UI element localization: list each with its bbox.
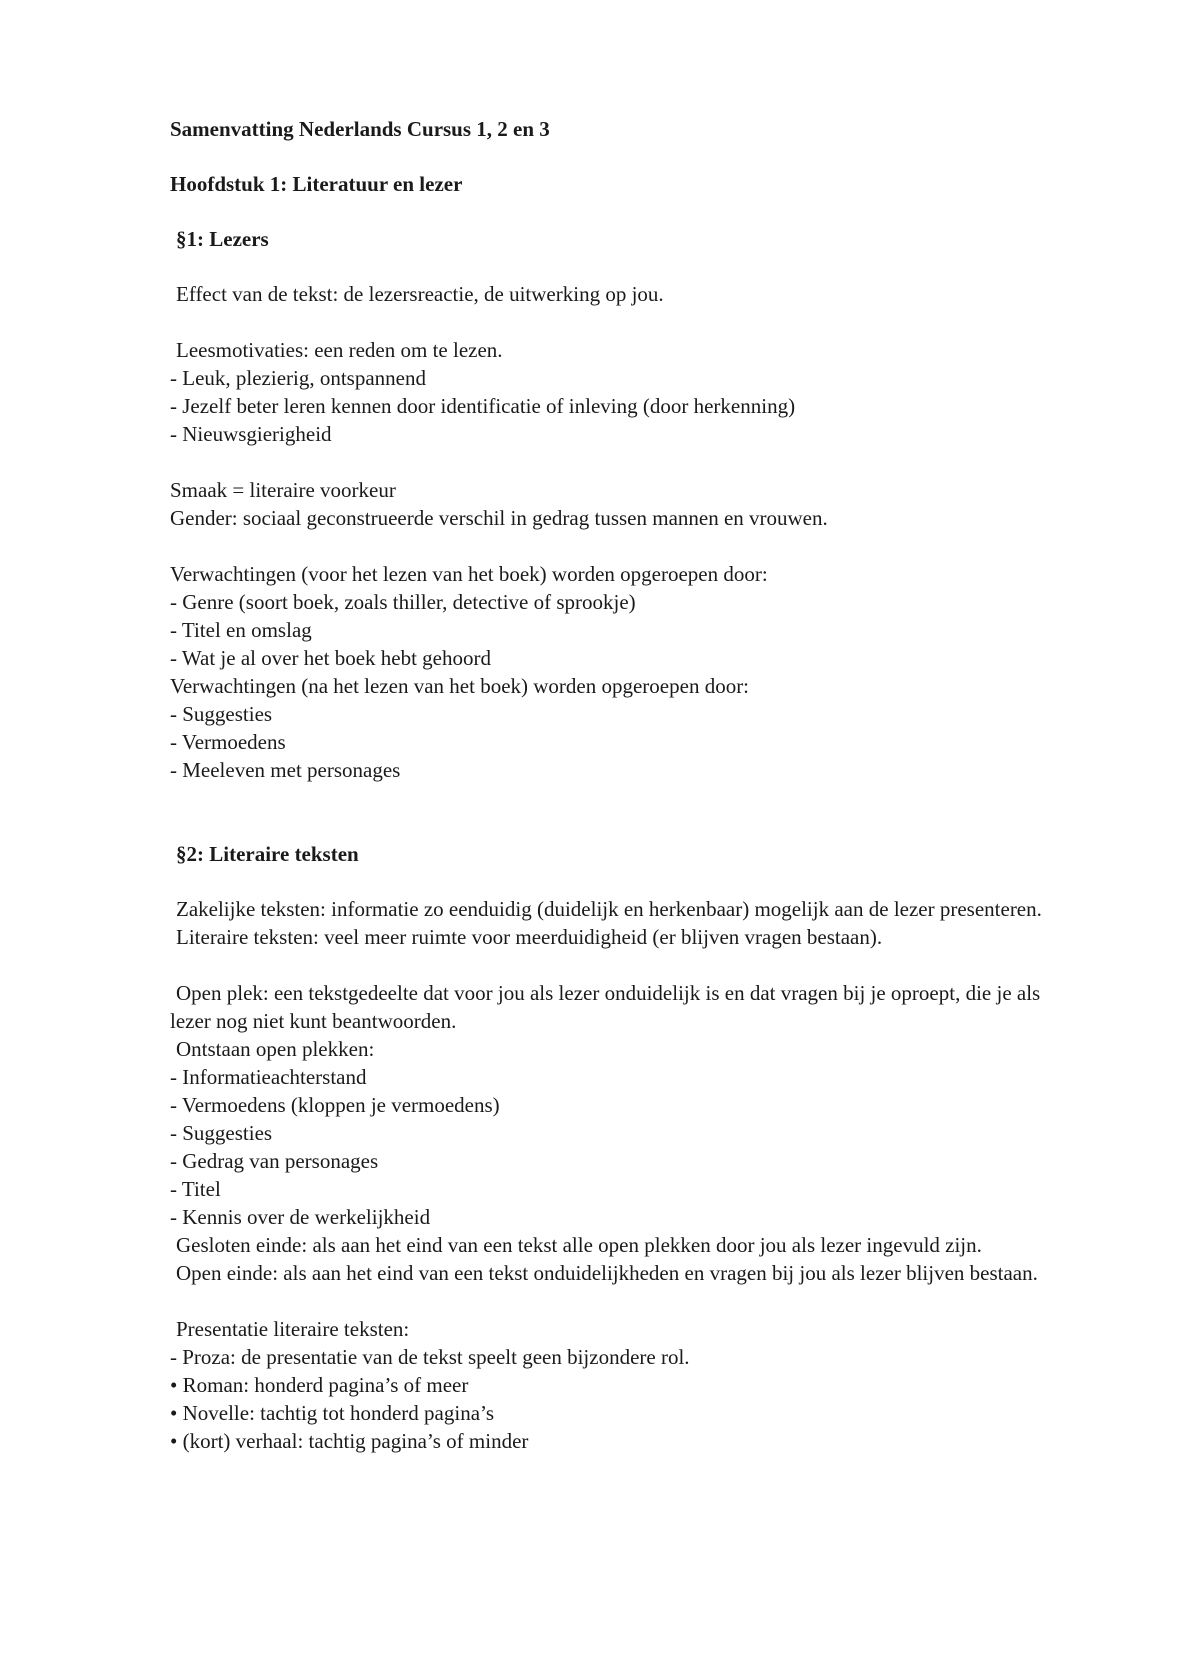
- document-body: [170, 115, 1050, 1455]
- paragraph-effect: [170, 280, 1050, 308]
- list-presentatie: [170, 1315, 1050, 1455]
- list-intro: Leesmotivaties: een reden om te lezen.: [176, 338, 503, 362]
- spacer: [170, 784, 1050, 840]
- chapter-heading: Hoofdstuk 1: Literatuur en lezer: [170, 172, 463, 196]
- list-item: - Kennis over de werkelijkheid: [170, 1205, 431, 1229]
- paragraph-teksten: [170, 895, 1050, 951]
- list-item: - Proza: de presentatie van de tekst speelt geen bijzondere rol.: [170, 1345, 690, 1369]
- list-intro: Verwachtingen (na het lezen van het boek) worden opgeroepen door:: [170, 674, 750, 698]
- section-heading-lezers: §1: Lezers: [176, 227, 269, 251]
- list-item: - Suggesties: [170, 1121, 273, 1145]
- section-heading-literaire-teksten: §2: Literaire teksten: [176, 842, 359, 866]
- text-line: Gender: sociaal geconstrueerde verschil in gedrag tussen mannen en vrouwen.: [170, 506, 828, 530]
- list-open-plekken: [170, 979, 1050, 1287]
- list-item: - Wat je al over het boek hebt gehoord: [170, 646, 491, 670]
- list-item: - Suggesties: [170, 702, 273, 726]
- list-leesmotivaties: [170, 336, 1050, 448]
- paragraph-smaak-gender: [170, 476, 1050, 532]
- list-intro: Verwachtingen (voor het lezen van het boek) worden opgeroepen door:: [170, 562, 768, 586]
- list-item: - Gedrag van personages: [170, 1149, 379, 1173]
- list-item: - Genre (soort boek, zoals thiller, detective of sprookje): [170, 590, 636, 614]
- list-item: - Meeleven met personages: [170, 758, 401, 782]
- text-line: Gesloten einde: als aan het eind van een tekst alle open plekken door jou als lezer ingevuld zijn.: [176, 1233, 982, 1257]
- text-line: Zakelijke teksten: informatie zo eenduidig (duidelijk en herkenbaar) mogelijk aan de lezer presenteren.: [176, 897, 1042, 921]
- list-item: - Titel en omslag: [170, 618, 312, 642]
- list-intro: Ontstaan open plekken:: [176, 1037, 375, 1061]
- list-intro: Presentatie literaire teksten:: [176, 1317, 410, 1341]
- list-item: - Jezelf beter leren kennen door identificatie of inleving (door herkenning): [170, 394, 796, 418]
- list-item: • Novelle: tachtig tot honderd pagina’s: [170, 1401, 495, 1425]
- list-item: - Titel: [170, 1177, 221, 1201]
- list-item: - Vermoedens: [170, 730, 286, 754]
- list-item: • Roman: honderd pagina’s of meer: [170, 1373, 469, 1397]
- text-line: Effect van de tekst: de lezersreactie, de uitwerking op jou.: [176, 282, 664, 306]
- list-item: • (kort) verhaal: tachtig pagina’s of minder: [170, 1429, 529, 1453]
- text-line: Smaak = literaire voorkeur: [170, 478, 396, 502]
- text-line: Open einde: als aan het eind van een tekst onduidelijkheden en vragen bij jou als lezer blijven bestaan.: [176, 1261, 1038, 1285]
- list-item: - Vermoedens (kloppen je vermoedens): [170, 1093, 500, 1117]
- list-item: - Nieuwsgierigheid: [170, 422, 332, 446]
- list-item: - Leuk, plezierig, ontspannend: [170, 366, 426, 390]
- document-title: Samenvatting Nederlands Cursus 1, 2 en 3: [170, 117, 550, 141]
- list-verwachtingen: [170, 560, 1050, 784]
- text-line: Literaire teksten: veel meer ruimte voor meerduidigheid (er blijven vragen bestaan).: [176, 925, 883, 949]
- text-line: Open plek: een tekstgedeelte dat voor jou als lezer onduidelijk is en dat vragen bij je oproept, die je als lezer nog niet kunt beantwoorden.: [170, 981, 1046, 1033]
- list-item: - Informatieachterstand: [170, 1065, 367, 1089]
